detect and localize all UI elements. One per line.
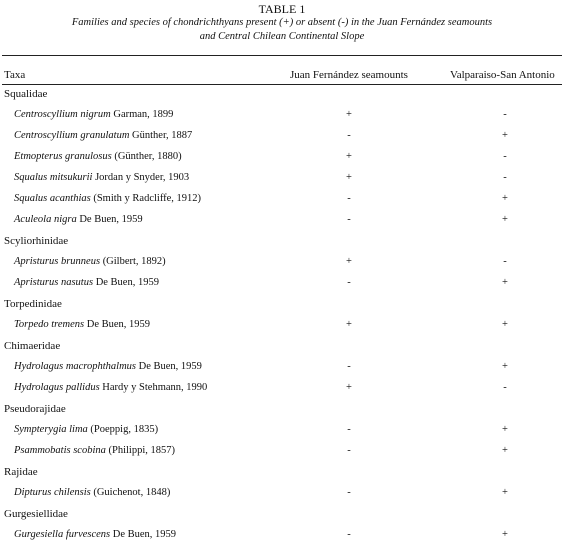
presence-valparaiso: + — [502, 277, 508, 288]
species-row — [0, 378, 564, 399]
species-authority: Garman, 1899 — [110, 109, 174, 120]
species-row — [0, 147, 564, 168]
species-scientific-name: Hydrolagus pallidus — [14, 382, 100, 393]
presence-juan-fernandez: - — [347, 529, 351, 540]
presence-juan-fernandez: + — [346, 151, 352, 162]
species-authority: (Smith y Radcliffe, 1912) — [90, 193, 202, 204]
species-label — [14, 130, 192, 141]
presence-juan-fernandez: - — [347, 361, 351, 372]
species-authority: De Buen, 1959 — [136, 361, 202, 372]
species-label — [14, 172, 189, 183]
presence-valparaiso: - — [503, 382, 507, 393]
family-row — [0, 399, 564, 420]
family-name: Gurgesiellidae — [4, 508, 68, 520]
species-scientific-name: Aculeola nigra — [14, 214, 77, 225]
presence-juan-fernandez: - — [347, 214, 351, 225]
species-authority: (Poeppig, 1835) — [87, 424, 159, 435]
presence-valparaiso: - — [503, 172, 507, 183]
species-row — [0, 525, 564, 546]
species-authority: (Gilbert, 1892) — [100, 256, 166, 267]
family-row — [0, 504, 564, 525]
top-rule — [2, 55, 562, 56]
species-scientific-name: Squalus acanthias — [14, 193, 91, 204]
column-header-juan-fernandez: Juan Fernández seamounts — [290, 69, 408, 81]
species-row — [0, 168, 564, 189]
species-scientific-name: Squalus mitsukurii — [14, 172, 93, 183]
family-name: Scyliorhinidae — [4, 235, 69, 247]
family-row — [0, 336, 564, 357]
species-scientific-name: Dipturus chilensis — [14, 487, 91, 498]
presence-valparaiso: + — [502, 487, 508, 498]
species-authority: De Buen, 1959 — [93, 277, 159, 288]
family-name: Chimaeridae — [4, 340, 61, 352]
species-row — [0, 357, 564, 378]
presence-valparaiso: - — [503, 256, 507, 267]
species-scientific-name: Apristurus brunneus — [14, 256, 101, 267]
species-label — [14, 424, 158, 435]
species-authority: De Buen, 1959 — [110, 529, 177, 540]
species-label — [14, 382, 207, 393]
family-name: Rajidae — [4, 466, 38, 478]
presence-juan-fernandez: + — [346, 256, 352, 267]
presence-valparaiso: + — [502, 193, 508, 204]
table-label: TABLE 1 — [258, 2, 306, 16]
table-header — [0, 0, 564, 44]
column-header-taxa: Taxa — [4, 69, 26, 81]
species-label — [14, 529, 176, 540]
species-scientific-name: Sympterygia lima — [14, 424, 88, 435]
presence-juan-fernandez: - — [347, 130, 351, 141]
family-row — [0, 462, 564, 483]
presence-valparaiso: + — [502, 130, 508, 141]
species-row — [0, 441, 564, 462]
species-scientific-name: Psammobatis scobina — [14, 445, 106, 456]
species-scientific-name: Etmopterus granulosus — [14, 151, 112, 162]
table-caption-line-2: and Central Chilean Continental Slope — [199, 31, 365, 42]
presence-juan-fernandez: - — [347, 424, 351, 435]
presence-juan-fernandez: - — [347, 277, 351, 288]
presence-valparaiso: - — [503, 109, 507, 120]
presence-juan-fernandez: + — [346, 382, 352, 393]
presence-juan-fernandez: - — [347, 445, 351, 456]
species-authority: Hardy y Stehmann, 1990 — [99, 382, 208, 393]
species-authority: Günther, 1887 — [129, 130, 193, 141]
species-row — [0, 252, 564, 273]
species-row — [0, 315, 564, 336]
species-row — [0, 273, 564, 294]
species-label — [14, 319, 150, 330]
species-row — [0, 420, 564, 441]
species-scientific-name: Centroscyllium granulatum — [14, 130, 130, 141]
species-label — [14, 151, 182, 162]
species-label — [14, 256, 166, 267]
species-label — [14, 361, 202, 372]
presence-valparaiso: + — [502, 424, 508, 435]
presence-valparaiso: - — [503, 151, 507, 162]
column-header-row — [0, 69, 564, 85]
family-name: Squalidae — [4, 88, 48, 100]
species-label — [14, 214, 143, 225]
presence-valparaiso: + — [502, 214, 508, 225]
species-row — [0, 210, 564, 231]
family-row — [0, 231, 564, 252]
column-header-valparaiso: Valparaiso-San Antonio — [450, 69, 555, 81]
species-scientific-name: Apristurus nasutus — [14, 277, 94, 288]
table-body — [0, 84, 564, 546]
presence-juan-fernandez: + — [346, 172, 352, 183]
species-scientific-name: Centroscyllium nigrum — [14, 109, 111, 120]
species-authority: (Günther, 1880) — [111, 151, 182, 162]
table-caption-line-1: Families and species of chondrichthyans present (+) or absent (-) in the Juan Fernández seamounts — [71, 17, 493, 28]
family-name: Pseudorajidae — [4, 403, 66, 415]
family-row — [0, 84, 564, 105]
species-row — [0, 483, 564, 504]
family-name: Torpedinidae — [4, 298, 62, 310]
species-authority: (Guichenot, 1848) — [90, 487, 171, 498]
species-row — [0, 105, 564, 126]
species-scientific-name: Torpedo tremens — [14, 319, 85, 330]
presence-valparaiso: + — [502, 445, 508, 456]
presence-juan-fernandez: + — [346, 319, 352, 330]
species-scientific-name: Gurgesiella furvescens — [14, 529, 111, 540]
presence-valparaiso: + — [502, 361, 508, 372]
species-label — [14, 193, 201, 204]
presence-juan-fernandez: + — [346, 109, 352, 120]
species-row — [0, 189, 564, 210]
species-label — [14, 487, 170, 498]
species-authority: De Buen, 1959 — [84, 319, 151, 330]
presence-juan-fernandez: - — [347, 193, 351, 204]
species-row — [0, 126, 564, 147]
presence-valparaiso: + — [502, 319, 508, 330]
species-authority: De Buen, 1959 — [76, 214, 143, 225]
species-scientific-name: Hydrolagus macrophthalmus — [14, 361, 137, 372]
species-authority: (Philippi, 1857) — [105, 445, 176, 456]
family-row — [0, 294, 564, 315]
presence-juan-fernandez: - — [347, 487, 351, 498]
presence-valparaiso: + — [502, 529, 508, 540]
species-authority: Jordan y Snyder, 1903 — [92, 172, 190, 183]
species-label — [14, 109, 173, 120]
species-label — [14, 445, 175, 456]
species-label — [14, 277, 159, 288]
